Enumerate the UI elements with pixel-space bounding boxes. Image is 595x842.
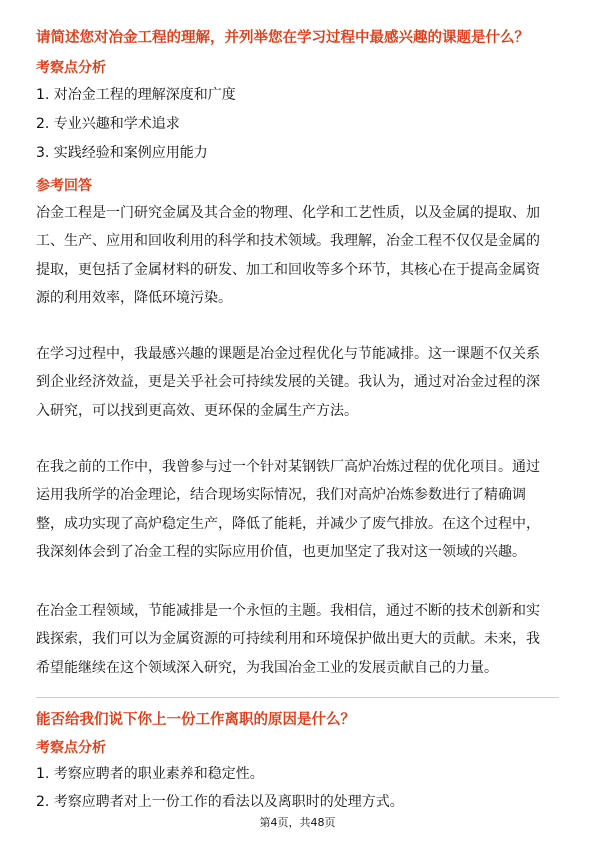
paragraph-line: 运用我所学的冶金理论，结合现场实际情况，我们对高炉冶炼参数进行了精确调: [36, 487, 526, 504]
answer-heading: 参考回答: [36, 178, 92, 194]
paragraph-line: 整，成功实现了高炉稳定生产，降低了能耗，并减少了废气排放。在这个过程中，: [36, 515, 540, 532]
paragraph-line: 入研究，可以找到更高效、更环保的金属生产方法。: [36, 402, 358, 419]
question-1: 请简述您对冶金工程的理解，并列举您在学习过程中最感兴趣的课题是什么？: [36, 30, 529, 46]
page-footer: 第4页，共48页: [259, 816, 336, 829]
paragraph-line: 提取，更包括了金属材料的研发、加工和回收等多个环节，其核心在于提高金属资: [36, 261, 540, 278]
paragraph-line: 在学习过程中，我最感兴趣的课题是冶金过程优化与节能减排。这一课题不仅关系: [36, 346, 540, 362]
analysis-item: 2. 专业兴趣和学术追求: [36, 116, 180, 132]
analysis-item: 1. 考察应聘者的职业素养和稳定性。: [36, 766, 264, 782]
paragraph-line: 在冶金工程领域，节能减排是一个永恒的主题。我相信，通过不断的技术创新和实: [36, 603, 540, 619]
analysis-heading-2: 考察点分析: [36, 740, 106, 756]
paragraph-line: 在我之前的工作中，我曾参与过一个针对某钢铁厂高炉冶炼过程的优化项目。通过: [36, 459, 540, 475]
answer-paragraph: [36, 199, 559, 312]
question-2: 能否给我们说下你上一份工作离职的原因是什么？: [36, 712, 355, 728]
paragraph-line: 到企业经济效益，更是关乎社会可持续发展的关键。我认为，通过对冶金过程的深: [36, 374, 540, 391]
paragraph-line: 践探索，我们可以为金属资源的可持续利用和环境保护做出更大的贡献。未来，我: [36, 631, 540, 648]
paragraph-line: 希望能继续在这个领域深入研究，为我国冶金工业的发展贡献自己的力量。: [36, 659, 498, 676]
analysis-item: 1. 对冶金工程的理解深度和广度: [36, 87, 236, 103]
analysis-item: 3. 实践经验和案例应用能力: [36, 145, 208, 161]
paragraph-line: 源的利用效率，降低环境污染。: [36, 289, 232, 306]
answer-paragraph: [36, 453, 559, 566]
paragraph-line: 冶金工程是一门研究金属及其合金的物理、化学和工艺性质，以及金属的提取、加: [36, 205, 540, 221]
section-divider: [36, 697, 559, 698]
answer-paragraph: [36, 340, 559, 425]
analysis-heading-1: 考察点分析: [36, 60, 106, 76]
answer-paragraph: [36, 597, 559, 682]
paragraph-line: 工、生产、应用和回收利用的科学和技术领域。我理解，冶金工程不仅仅是金属的: [36, 233, 540, 250]
paragraph-line: 我深刻体会到了冶金工程的实际应用价值，也更加坚定了我对这一领域的兴趣。: [36, 543, 526, 560]
analysis-item: 2. 考察应聘者对上一份工作的看法以及离职时的处理方式。: [36, 794, 404, 810]
